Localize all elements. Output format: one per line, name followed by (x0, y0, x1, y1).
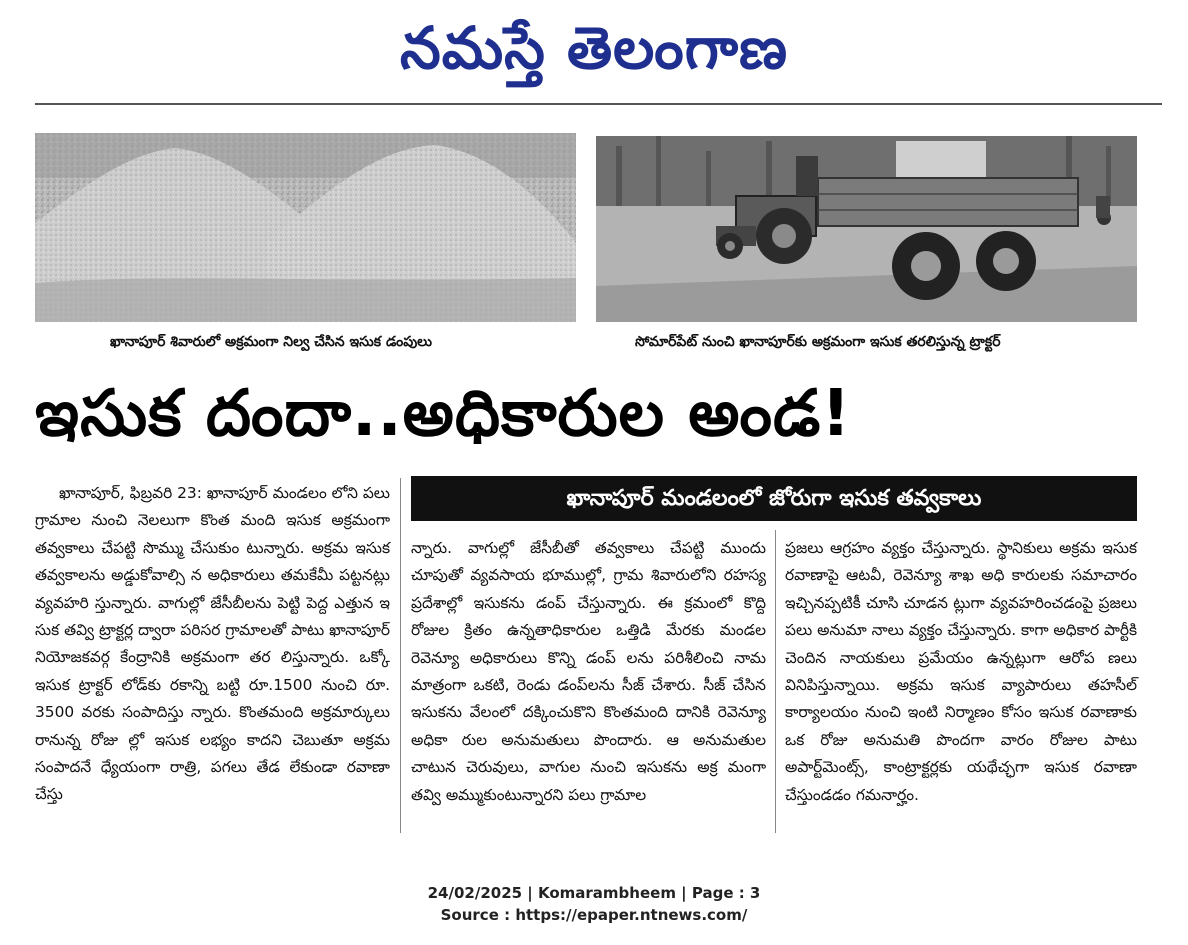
column-divider-1 (400, 478, 401, 833)
article-column-1-text: ఖానాపూర్, ఫిబ్రవరి 23: ఖానాపూర్ మండలం లోని పలు గ్రామాల నుంచి నెలలుగా కొంత మంది ఇసుక అక్రమంగా తవ్వకాలు చేపట్టి సొమ్ము చేసుకుం టున్నారు. అక్రమ ఇసుక తవ్వకాలను అడ్డుకోవాల్సి న అధికారులు తమకేమీ పట్టనట్లు వ్యవహరి స్తున్నారు. వాగుల్లో జేసీబీలను పెట్టి పెద్ద ఎత్తున ఇ సుక తవ్వి ట్రాక్టర్ల ద్వారా పరిసర గ్రామాలతో పాటు ఖానాపూర్ నియోజకవర్గ కేంద్రానికి అక్రమంగా తర లిస్తున్నారు. ఒక్కో ఇసుక ట్రాక్టర్ లోడ్‌కు రకాన్ని బట్టి రూ.1500 నుంచి రూ. 3500 వరకు సంపాదిస్తు న్నారు. కొంతమంది అక్రమార్కులు రానున్న రోజు ల్లో ఇసుక లభ్యం కాదని చెబుతూ అక్రమ సంపాదనే ధ్యేయంగా రాత్రి, పగలు తేడ లేకుండా రవాణా చేస్తు (35, 484, 390, 804)
column-divider-2 (775, 530, 776, 833)
article-column-2 (411, 535, 766, 809)
photo-caption-2: సోమార్‌పేట్ నుంచి ఖానాపూర్‌కు అక్రమంగా ఇసుక తరలిస్తున్న ట్రాక్టర్ (635, 334, 1001, 350)
article-column-3-text: ప్రజలు ఆగ్రహం వ్యక్తం చేస్తున్నారు. స్థానికులు అక్రమ ఇసుక రవాణాపై ఆటవీ, రెవెన్యూ శాఖ అధి కారులకు సమాచారం ఇచ్చినప్పటికీ చూసి చూడన ట్లుగా వ్యవహరించడంపై ప్రజలు పలు అనుమా నాలు వ్యక్తం చేస్తున్నారు. కాగా అధికార పార్టీకి చెందిన నాయకులు ప్రమేయం ఉన్నట్లుగా ఆరోప ణలు వినిపిస్తున్నాయి. అక్రమ ఇసుక వ్యాపారులు తహసీల్ కార్యాలయం నుంచి ఇంటి నిర్మాణం కోసం ఇసుక రవాణాకు ఒక రోజు అనుమతి పొందగా వారం రోజుల పాటు అపార్ట్‌మెంట్స్, కాంట్రాక్టర్లకు యథేచ్ఛగా ఇసుక రవాణా చేస్తుండడం గమనార్హం. (785, 539, 1137, 804)
article-subheadline: ఖానాపూర్ మండలంలో జోరుగా ఇసుక తవ్వకాలు (411, 476, 1137, 521)
masthead-divider (35, 103, 1162, 105)
article-column-2-text: న్నారు. వాగుల్లో జేసీబీతో తవ్వకాలు చేపట్టి ముందు చూపుతో వ్యవసాయ భూముల్లో, గ్రామ శివారులోని రహస్య ప్రదేశాల్లో ఇసుకను డంప్ చేస్తున్నారు. ఈ క్రమంలో కొద్ది రోజుల క్రితం ఉన్నతాధికారుల ఒత్తిడి మేరకు మండల రెవెన్యూ అధికారులు కొన్ని డంప్ లను పరిశీలించి నామ మాత్రంగా ఒకటి, రెండు డంప్‌లను సీజ్ చేశారు. సీజ్ చేసిన ఇసుకను వేలంలో దక్కించుకొని కొంతమంది దానికి రెవెన్యూ అధికా రుల అనుమతులు పొందారు. ఆ అనుమతుల చాటున చెరువులు, వాగుల నుంచి ఇసుకను అక్ర మంగా తవ్వి అమ్ముకుంటున్నారని పలు గ్రామాల (411, 539, 766, 804)
sand-dumps-photo (35, 133, 576, 322)
article-column-1 (35, 480, 390, 809)
footer-source-link[interactable]: Source : https://epaper.ntnews.com/ (440, 906, 748, 924)
tractor-photo (596, 136, 1137, 322)
footer-edition-info: 24/02/2025 | Komarambheem | Page : 3 (427, 884, 761, 902)
photo-caption-1: ఖానాపూర్ శివారులో అక్రమంగా నిల్వ చేసిన ఇసుక డంపులు (110, 334, 432, 350)
masthead-title: నమస్తే తెలంగాణ (400, 14, 788, 82)
article-column-3 (785, 535, 1137, 809)
article-headline: ఇసుక దందా..అధికారుల అండ! (35, 377, 852, 451)
